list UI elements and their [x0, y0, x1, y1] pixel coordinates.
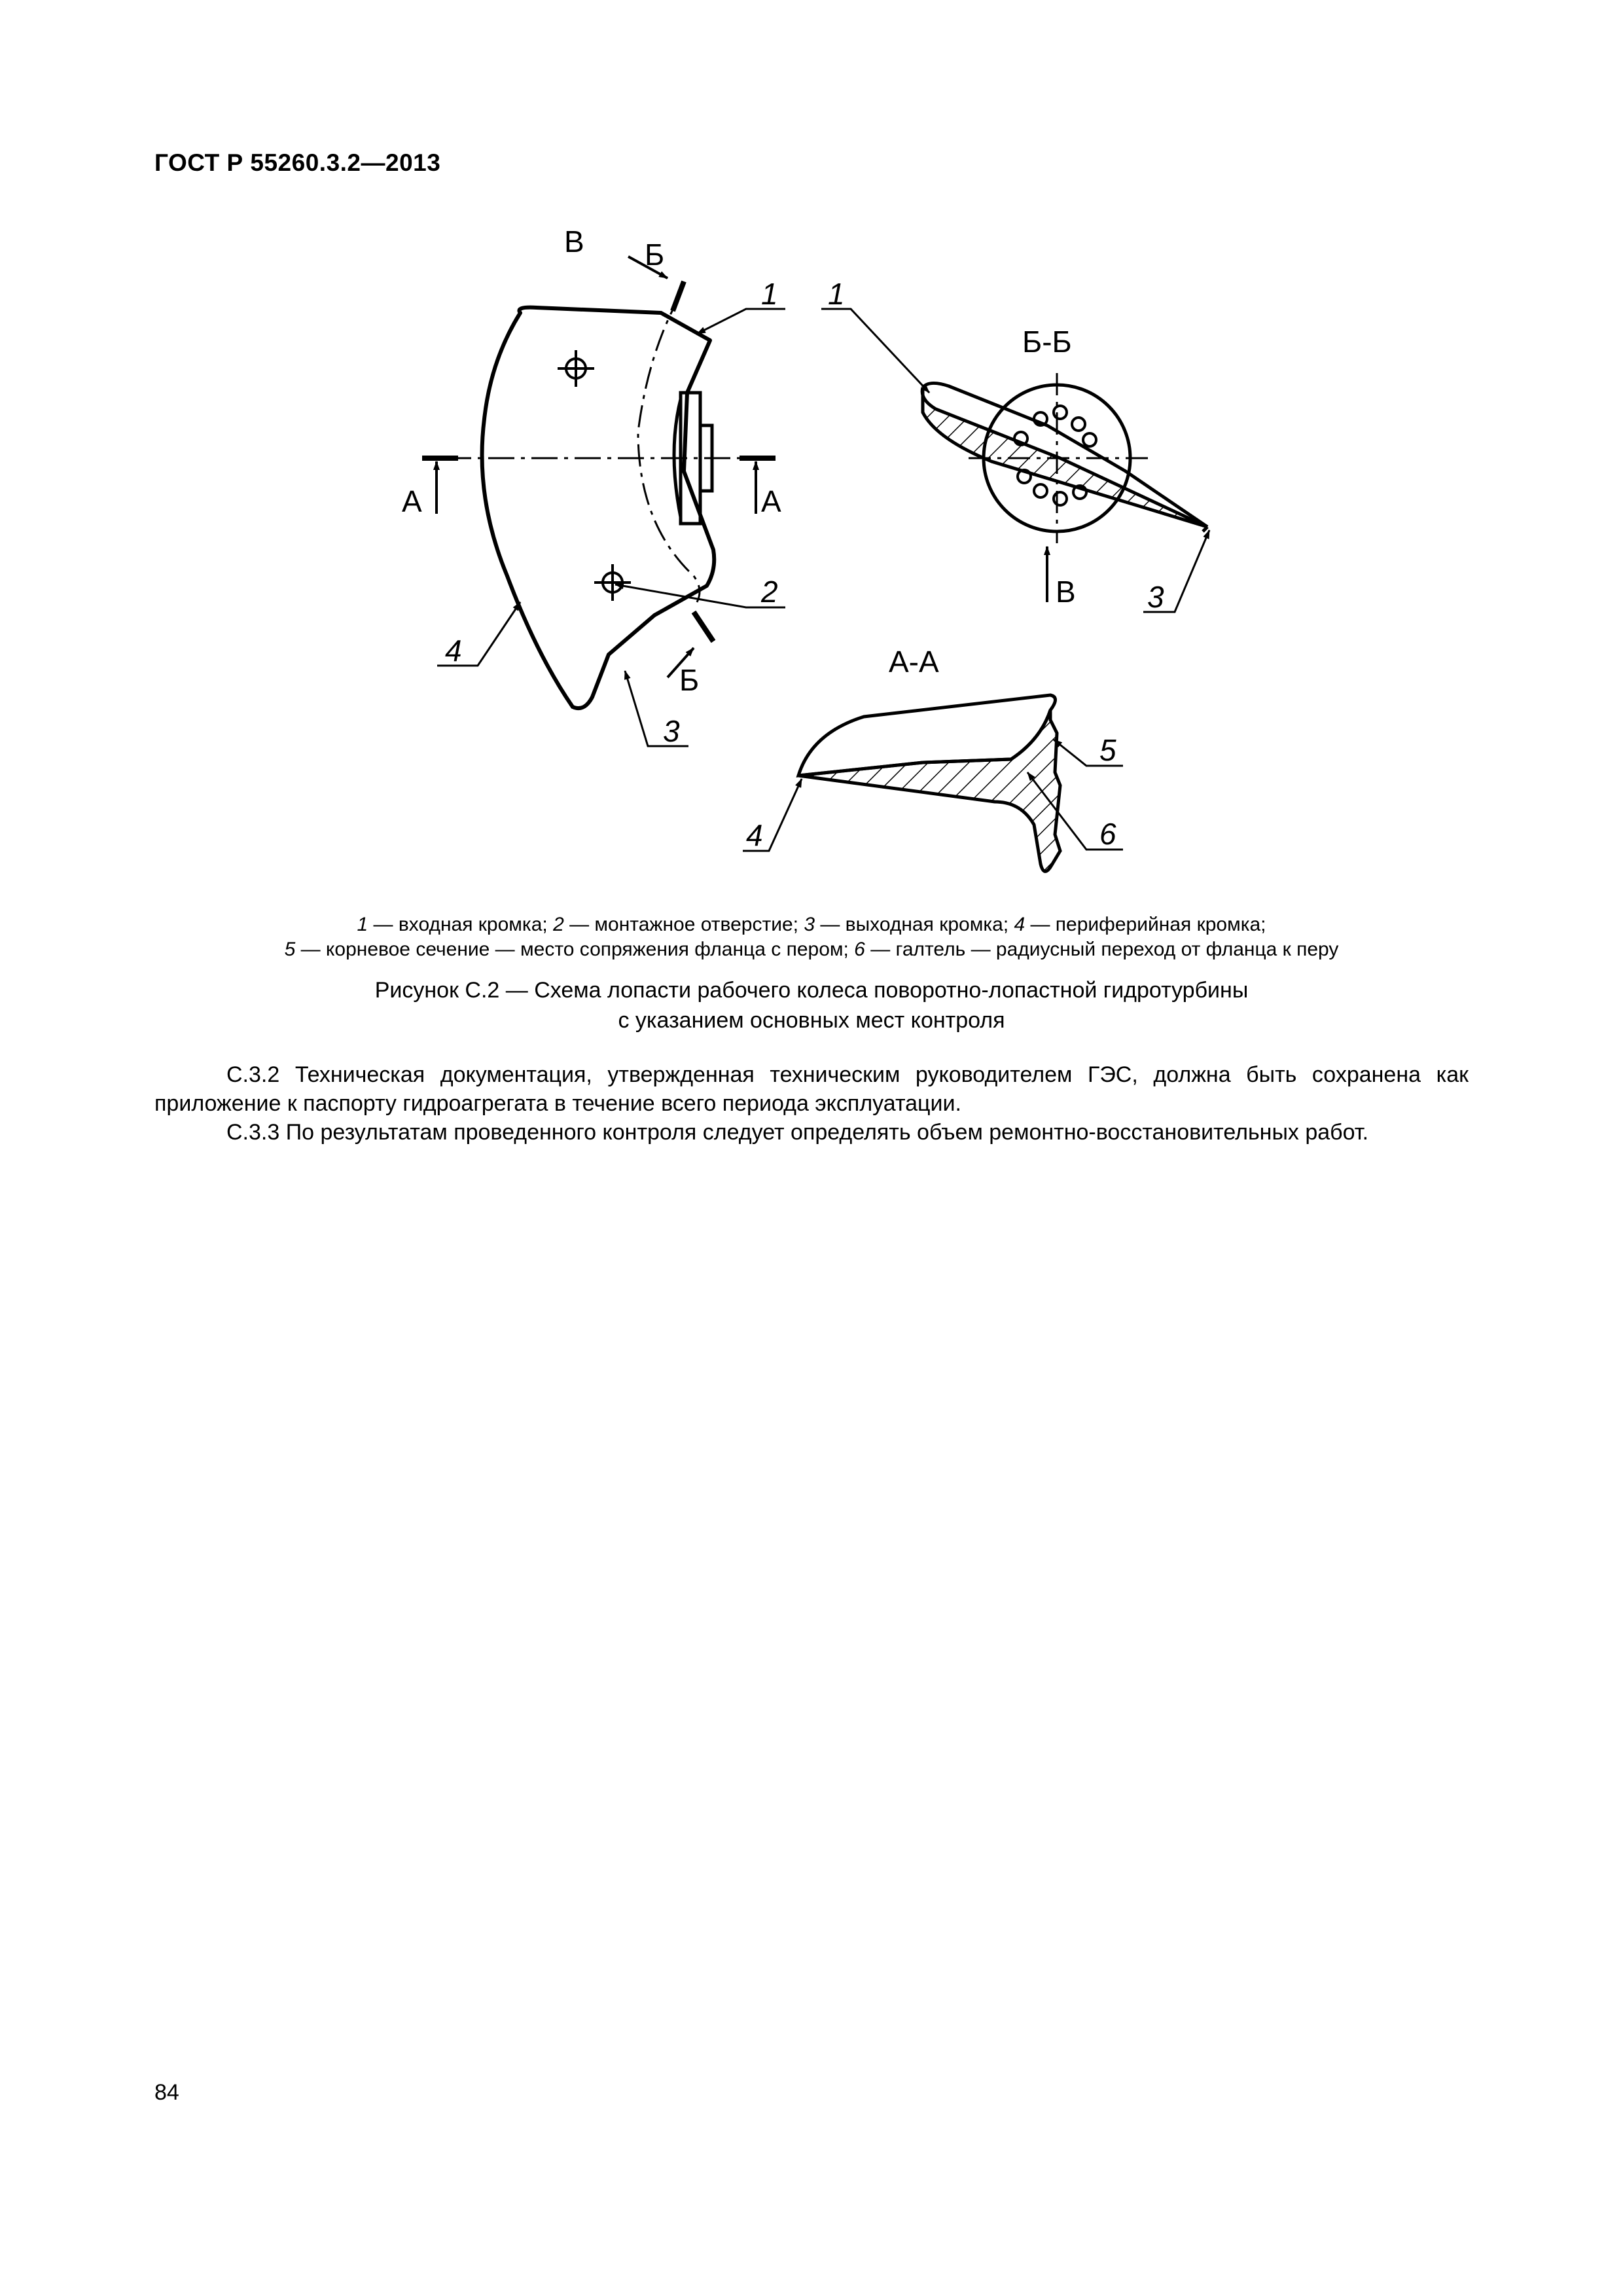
figure-legend-line-2: 5 — корневое сечение — место сопряжения фланца с пером; 6 — галтель — радиусный переход от фланца к перу [284, 939, 1339, 960]
callout-4-aa: 4 [746, 818, 763, 852]
section-aa-view [798, 695, 1060, 871]
label-a-right: А [761, 484, 781, 518]
document-header: ГОСТ Р 55260.3.2—2013 [154, 149, 441, 176]
section-bb-view [922, 373, 1207, 543]
callout-3-main: 3 [663, 714, 680, 748]
callout-2-main: 2 [761, 575, 778, 609]
callout-3-bb: 3 [1147, 580, 1164, 614]
label-view-v: В [564, 224, 584, 259]
paragraph-c-3-3: С.3.3 По результатам проведенного контроля следует определять объем ремонтно-восстановительных работ. [226, 1120, 1369, 1145]
inlet-boundary-line [638, 295, 700, 602]
figure-caption [154, 975, 1469, 1035]
label-a-left: А [402, 484, 422, 518]
mounting-hole-top [558, 350, 594, 387]
figure-caption-line-1: Рисунок С.2 — Схема лопасти рабочего колеса поворотно-лопастной гидротурбины [374, 978, 1249, 1003]
label-section-aa: А-А [889, 645, 939, 679]
callout-1-bb: 1 [828, 277, 845, 311]
label-section-bb: Б-Б [1022, 325, 1072, 359]
callout-1-main: 1 [761, 277, 778, 311]
label-b-top: Б [645, 238, 665, 272]
mounting-hole-bottom [594, 564, 631, 601]
paragraph-c-3-2: С.3.2 Техническая документация, утвержденная техническим руководителем ГЭС, должна быть сохранена как приложение к паспорту гидроагрегата в течение всего периода эксплуатации. [154, 1062, 1469, 1116]
label-b-bottom: Б [679, 663, 700, 697]
callout-5: 5 [1099, 733, 1116, 767]
label-view-v-arrow: В [1056, 575, 1076, 609]
blade-schematic-drawing [0, 0, 1623, 916]
callout-4-main: 4 [445, 634, 462, 668]
page-number: 84 [154, 2080, 179, 2105]
figure-legend-line-1: 1 — входная кромка; 2 — монтажное отверстие; 3 — выходная кромка; 4 — периферийная кромка; [357, 914, 1266, 935]
callout-6: 6 [1099, 817, 1116, 851]
figure-caption-line-2: с указанием основных мест контроля [618, 1008, 1005, 1033]
